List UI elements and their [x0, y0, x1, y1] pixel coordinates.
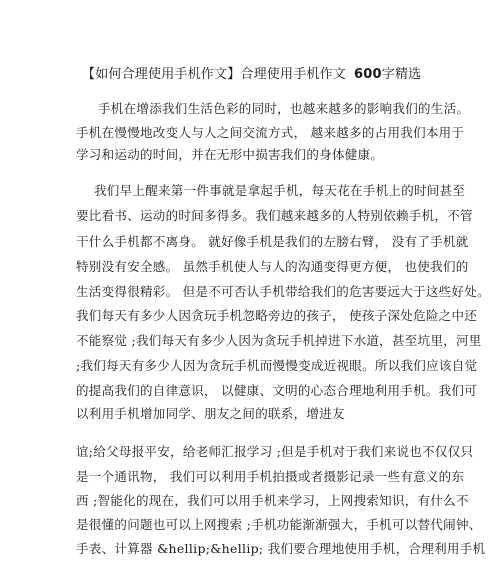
title-word-count [354, 66, 421, 84]
body-line: 的提高我们的自律意识， 以健康、文明的心态合理地利用手机。我们可 [76, 383, 478, 398]
body-line: 干什么手机都不离身。 就好像手机是我们的左膀右臂， 没有了手机就 [76, 234, 469, 249]
body-line: 我们早上醒来第一件事就是拿起手机，每天花在手机上的时间甚至 [94, 183, 466, 198]
body-line: 学习和运动的时间，并在无形中损害我们的身体健康。 [76, 147, 384, 162]
body-line: 不能察觉 ;我们每天有多少人因为贪玩手机掉进下水道，甚至坑里，河里 [76, 333, 482, 348]
body-line: ;我们每天有多少人因为贪玩手机而慢慢变成近视眼。所以我们应该自觉 [76, 358, 478, 373]
title-text: 【如何合理使用手机作文】合理使用手机作文 [82, 67, 347, 82]
body-line: 是很懂的问题也可以上网搜索 ;手机功能渐渐强大，手机可以替代闹钟、 [76, 517, 482, 532]
body-line: 手机在增添我们生活色彩的同时，也越来越多的影响我们的生活。 [98, 101, 470, 116]
body-line: 是一个通讯物， 我们可以利用手机拍摄或者摄影记录一些有意义的东 [76, 469, 465, 484]
body-line: 特别没有安全感。 虽然手机使人与人的沟通变得更方便， 也使我们的 [76, 259, 469, 274]
body-line: 谊;给父母报平安，给老师汇报学习 ;但是手机对于我们来说也不仅仅只 [76, 444, 474, 459]
title-count-number: 600 [354, 67, 382, 82]
body-line: 以利用手机增加同学、朋友之间的联系，增进友 [76, 406, 345, 421]
title-count-suffix: 字精选 [381, 67, 422, 82]
body-line: 西 ;智能化的现在，我们可以用手机来学习，上网搜索知识，有什么不 [76, 493, 469, 508]
body-line: 要比看书、运动的时间多得多。我们越来越多的人特别依赖手机，不管 [76, 208, 473, 223]
body-line: 手表、计算器 &hellip;&hellip; 我们要合理地使用手机，合理利用手机 [76, 541, 486, 556]
document-title [82, 66, 422, 84]
body-line: 手机在慢慢地改变人与人之间交流方式， 越来越多的占用我们本用于 [76, 125, 465, 140]
body-line: 生活变得很精彩。 但是不可否认手机带给我们的危害要远大于这些好处。 [76, 284, 490, 299]
body-line: 我们每天有多少人因贪玩手机忽略旁边的孩子， 使孩子深处危险之中还 [76, 308, 478, 323]
